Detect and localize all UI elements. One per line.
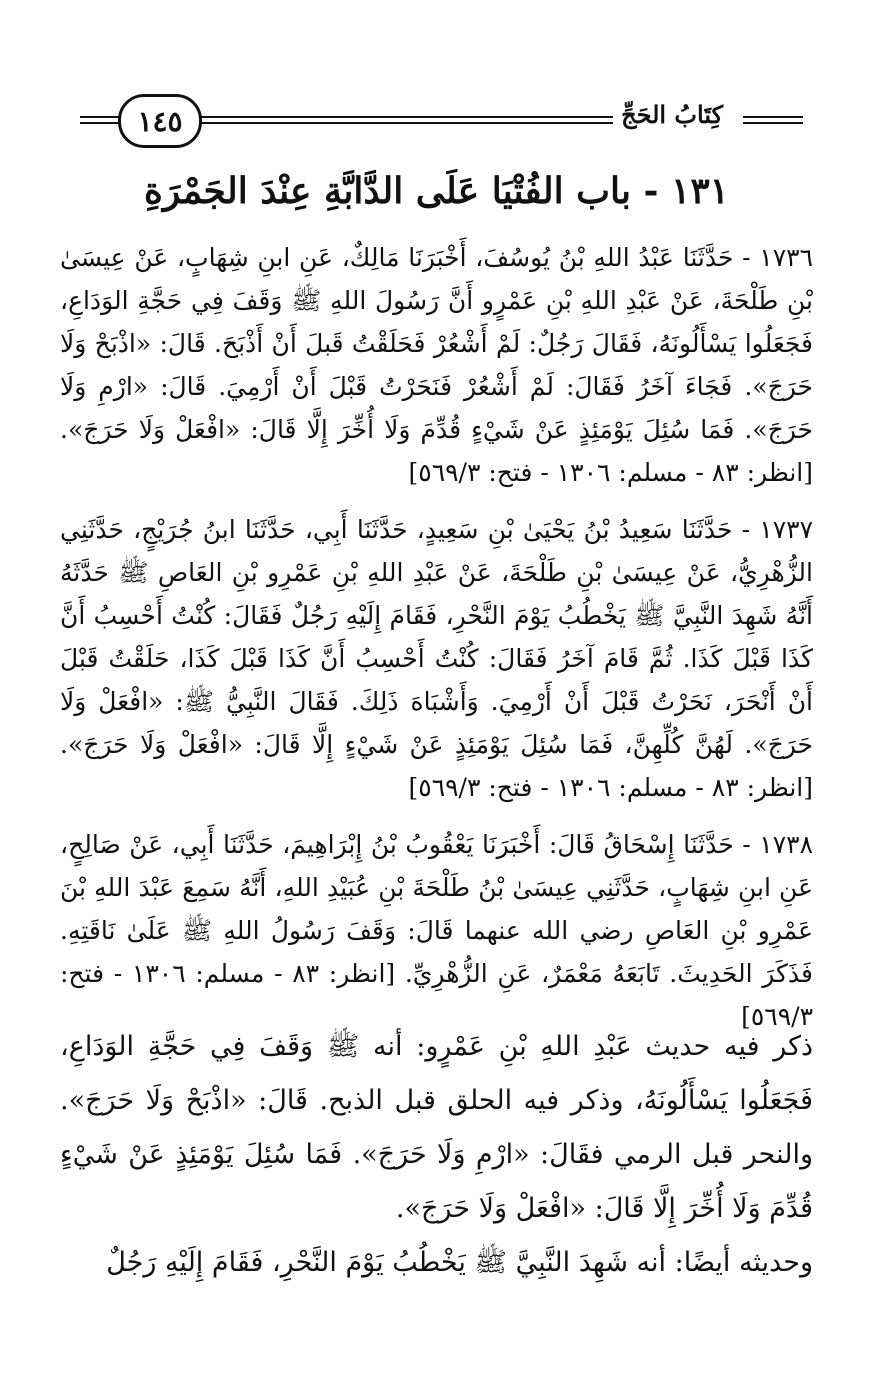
- hadith-1736: ١٧٣٦ - حَدَّثَنَا عَبْدُ اللهِ بْنُ يُوسُفَ، أَخْبَرَنَا مَالِكٌ، عَنِ ابنِ شِهَابٍ، عَنْ عِيسَىٰ بْنِ طَلْحَةَ، عَنْ عَبْدِ اللهِ بْنِ عَمْرٍو أَنَّ رَسُولَ اللهِ ﷺ وَقَفَ فِي حَجَّةِ الوَدَاعِ، فَجَعَلُوا يَسْأَلُونَهُ، فَقَالَ رَجُلٌ: لَمْ أَشْعُرْ فَحَلَقْتُ قَبلَ أَنْ أَذْبَحَ. قَالَ: «اذْبَحْ وَلَا حَرَجَ». فَجَاءَ آخَرُ فَقَالَ: لَمْ أَشْعُرْ فَنَحَرْتُ قَبْلَ أَنْ أَرْمِيَ. قَالَ: «ارْمِ وَلَا حَرَجَ». فَمَا سُئِلَ يَوْمَئِذٍ عَنْ شَيْءٍ قُدِّمَ وَلَا أُخِّرَ إِلَّا قَالَ: «افْعَلْ وَلَا حَرَجَ». [انظر: ٨٣ - مسلم: ١٣٠٦ - فتح: ٥٦٩/٣]: [60, 243, 813, 487]
- hadith-section: [60, 236, 813, 1052]
- hadith-1738: ١٧٣٨ - حَدَّثَنَا إِسْحَاقُ قَالَ: أَخْبَرَنَا يَعْقُوبُ بْنُ إِبْرَاهِيمَ، حَدَّثَنَا أَبِي، عَنْ صَالِحٍ، عَنِ ابنِ شِهَابٍ، حَدَّثَنِي عِيسَىٰ بْنُ طَلْحَةَ بْنِ عُبَيْدِ اللهِ، أَنَّهُ سَمِعَ عَبْدَ اللهِ بْنَ عَمْرِو بْنِ العَاصِ رضي الله عنهما قَالَ: وَقَفَ رَسُولُ اللهِ ﷺ عَلَىٰ نَاقَتِهِ. فَذَكَرَ الحَدِيثَ. تَابَعَهُ مَعْمَرٌ، عَنِ الزُّهْرِيِّ. [انظر: ٨٣ - مسلم: ١٣٠٦ - فتح: ٥٦٩/٣]: [60, 830, 813, 1031]
- hadith-1737: ١٧٣٧ - حَدَّثَنَا سَعِيدُ بْنُ يَحْيَىٰ بْنِ سَعِيدٍ، حَدَّثَنَا أَبِي، حَدَّثَنَا ابنُ جُرَيْجٍ، حَدَّثَنِي الزُّهْرِيُّ، عَنْ عِيسَىٰ بْنِ طَلْحَةَ، عَنْ عَبْدِ اللهِ بْنِ عَمْرِو بْنِ العَاصِ ﷺ حَدَّثَهُ أَنَّهُ شَهِدَ النَّبِيَّ ﷺ يَخْطُبُ يَوْمَ النَّحْرِ، فَقَامَ إِلَيْهِ رَجُلٌ فَقَالَ: كُنْتُ أَحْسِبُ أَنَّ كَذَا قَبْلَ كَذَا. ثُمَّ قَامَ آخَرُ فَقَالَ: كُنْتُ أَحْسِبُ أَنَّ كَذَا قَبْلَ كَذَا، حَلَقْتُ قَبْلَ أَنْ أَنْحَرَ، نَحَرْتُ قَبْلَ أَنْ أَرْمِيَ. وَأَشْبَاهَ ذَلِكَ. فَقَالَ النَّبِيُّ ﷺ: «افْعَلْ وَلَا حَرَجَ». لَهُنَّ كُلِّهِنَّ، فَمَا سُئِلَ يَوْمَئِذٍ عَنْ شَيْءٍ إِلَّا قَالَ: «افْعَلْ وَلَا حَرَجَ». [انظر: ٨٣ - مسلم: ١٣٠٦ - فتح: ٥٦٩/٣]: [60, 515, 813, 802]
- chapter-heading: ١٣١ - باب الفُتْيَا عَلَى الدَّابَّةِ عِنْدَ الجَمْرَةِ: [143, 170, 730, 212]
- page-number: ١٤٥: [118, 94, 202, 148]
- commentary-paragraph: ذكر فيه حديث عَبْدِ اللهِ بْنِ عَمْرٍو: أنه ﷺ وَقَفَ فِي حَجَّةِ الوَدَاعِ، فَجَعَلُوا يَسْأَلُونَهُ، وذكر فيه الحلق قبل الذبح. قَالَ: «اذْبَحْ وَلَا حَرَجَ». والنحر قبل الرمي فقَالَ: «ارْمِ وَلَا حَرَجَ». فَمَا سُئِلَ يَوْمَئِذٍ عَنْ شَيْءٍ قُدِّمَ وَلَا أُخِّرَ إِلَّا قَالَ: «افْعَلْ وَلَا حَرَجَ».: [60, 1031, 813, 1224]
- header-rule-center: [190, 116, 683, 124]
- page-header: [80, 94, 803, 148]
- book-title: كِتَابُ الحَجِّ: [613, 100, 731, 129]
- commentary-section: [60, 1020, 813, 1290]
- commentary-paragraph: وحديثه أيضًا: أنه شَهِدَ النَّبِيَّ ﷺ يَخْطُبُ يَوْمَ النَّحْرِ، فَقَامَ إِلَيْهِ رَجُلٌ: [106, 1247, 813, 1278]
- header-rule-right: [743, 116, 803, 124]
- header-rule-left: [80, 116, 120, 124]
